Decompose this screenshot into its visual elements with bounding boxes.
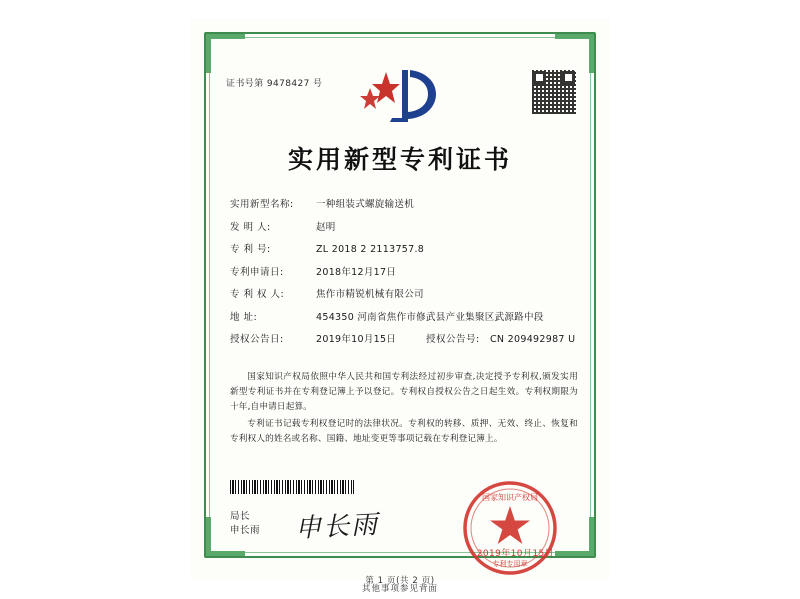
legal-text-block — [230, 370, 578, 449]
signer-title — [230, 510, 260, 538]
field-value: ZL 2018 2 2113757.8 — [316, 244, 425, 255]
legal-paragraph-2: 专利证书记载专利权登记时的法律状况。专利权的转移、质押、无效、终止、恢复和专利权人的姓名或名称、国籍、地址变更等事项记载在专利登记簿上。 — [230, 419, 578, 444]
field-value: 赵明 — [316, 221, 336, 233]
field-label: 专 利 号: — [230, 244, 271, 255]
seal-date: 2019年10月15日 — [476, 549, 554, 559]
field-value: 焦作市精锐机械有限公司 — [316, 289, 424, 300]
field-row — [230, 311, 578, 324]
page-number: 第 1 页(共 2 页) — [365, 576, 435, 586]
field-row — [230, 288, 578, 301]
field-row — [230, 266, 578, 279]
field-row — [230, 198, 578, 211]
corner-ornament-top-left — [206, 34, 245, 73]
field-label: 实用新型名称: — [230, 199, 294, 210]
patent-certificate-document — [190, 18, 610, 586]
announcement-number-group — [426, 333, 575, 346]
field-value: 一种组装式螺旋输送机 — [316, 199, 415, 210]
field-label: 授权公告日: — [230, 334, 284, 345]
barcode-icon — [230, 480, 354, 494]
svg-text:国家知识产权局: 国家知识产权局 — [482, 493, 538, 502]
field-value: 2018年12月17日 — [316, 266, 397, 278]
certificate-field-list — [230, 198, 578, 356]
page-title: 实用新型专利证书 — [287, 145, 512, 174]
corner-ornament-top-right — [555, 34, 594, 73]
signer-name-line2: 申长雨 — [230, 525, 261, 536]
national-intellectual-property-seal-icon — [462, 480, 558, 576]
legal-paragraph-1: 国家知识产权局依照中华人民共和国专利法经过初步审查,决定授予专利权,颁发实用新型专利证书并在专利登记簿上予以登记。专利权自授权公告之日起生效。专利权期限为十年,自申请日起算。 — [230, 372, 578, 412]
handwritten-signature: 申长雨 — [294, 509, 380, 545]
certificate-number: 证书号第 9478427 号 — [226, 79, 323, 89]
field-label: 专 利 权 人: — [230, 289, 285, 300]
qr-code-icon — [532, 70, 576, 114]
footnote: 其他事项参见背面 — [361, 584, 438, 594]
field-label: 专利申请日: — [230, 266, 284, 278]
field-value: 2019年10月15日 — [316, 334, 397, 345]
signer-title-line1: 局长 — [230, 511, 251, 522]
announcement-date-group — [230, 333, 426, 346]
field-row-announcement — [230, 333, 578, 346]
field-row — [230, 221, 578, 234]
patent-emblem-icon — [352, 66, 448, 124]
field-value: CN 209492987 U — [490, 334, 576, 345]
field-row — [230, 243, 578, 256]
field-label: 地 址: — [230, 311, 258, 323]
field-label: 授权公告号: — [426, 334, 480, 345]
corner-ornament-bottom-right — [555, 517, 594, 556]
field-value: 454350 河南省焦作市修武县产业集聚区武源路中段 — [316, 311, 544, 323]
svg-text:专利专用章: 专利专用章 — [492, 560, 528, 568]
field-label: 发 明 人: — [230, 221, 271, 233]
